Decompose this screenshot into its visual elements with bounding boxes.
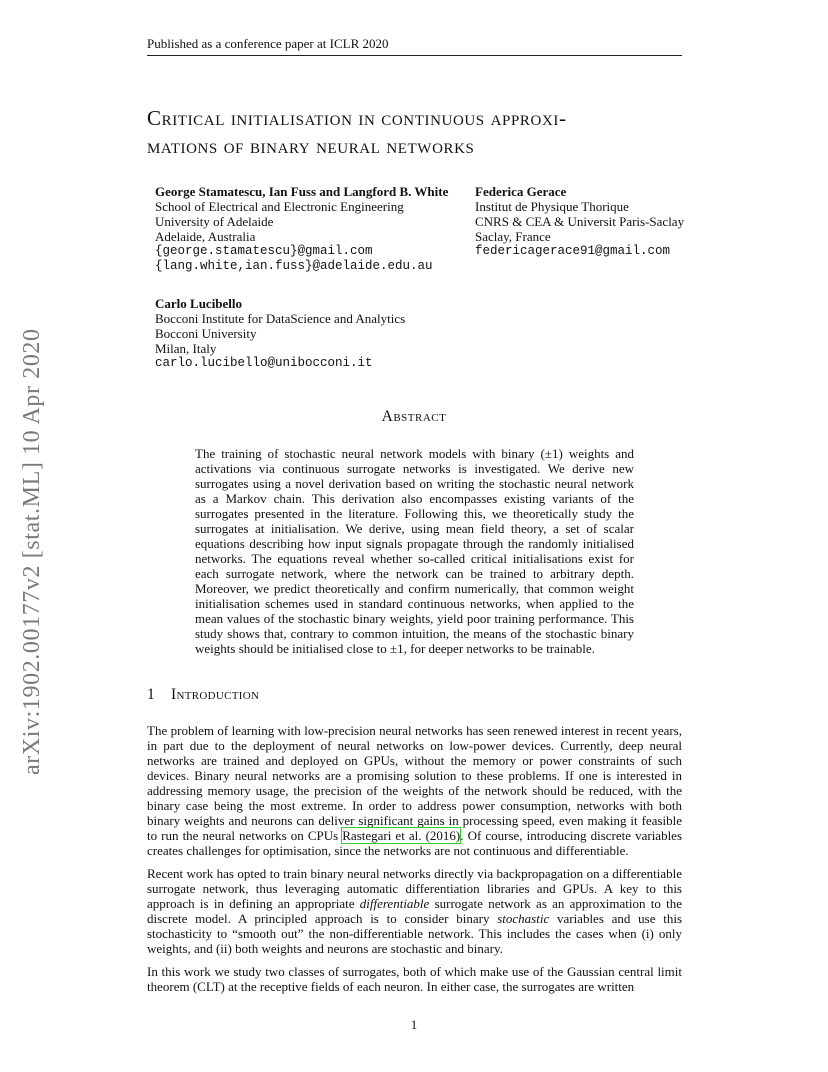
paper-title-line-2: mations of binary neural networks (147, 134, 475, 158)
author-email: carlo.lucibello@unibocconi.it (155, 356, 373, 370)
body-paragraph (147, 723, 682, 858)
affiliation-line: Adelaide, Australia (155, 229, 256, 244)
author-email: {george.stamatescu}@gmail.com (155, 244, 373, 258)
affiliation-line: Milan, Italy (155, 341, 217, 356)
author-email: federicagerace91@gmail.com (475, 244, 671, 258)
paragraph-text: variables and use this stochasticity to “smooth out” the non-differentiable network. This includes the cases when (i) only weights, and (ii) both weights and neurons are stochastic and binary. (147, 911, 683, 956)
affiliation-line: Institut de Physique Thorique (475, 199, 629, 214)
affiliation-line: University of Adelaide (155, 214, 274, 229)
author-block-bocconi (155, 296, 405, 371)
affiliation-line: CNRS & CEA & Universit Paris-Saclay (475, 214, 685, 229)
author-block-adelaide (155, 184, 448, 274)
body-paragraph: In this work we study two classes of surrogates, both of which make use of the Gaussian central limit theorem (CLT) at the receptive fields of each neuron. In either case, the surrogates are written (147, 964, 682, 994)
citation-year: (2016) (425, 828, 461, 843)
citation-authors: Rastegari et al. (342, 828, 422, 843)
author-email: {lang.white,ian.fuss}@adelaide.edu.au (155, 259, 433, 273)
author-names: George Stamatescu, Ian Fuss and Langford B. White (155, 184, 449, 199)
author-block-saclay (475, 184, 684, 259)
paragraph-text: Recent work has opted to train binary neural networks directly via backpropagation on a differentiable surrogate network, thus leveraging automatic differentiation libraries and GPUs. A key to this approach is in defining an appropriate (147, 866, 682, 911)
section-title: Introduction (171, 686, 260, 703)
body-paragraph (147, 866, 682, 956)
page-number: 1 (410, 1017, 418, 1032)
affiliation-line: Bocconi University (155, 326, 257, 341)
paragraph-text: The problem of learning with low-precision neural networks has seen renewed interest in recent years, in part due to the deployment of neural networks on low-power devices. Currently, deep neural networks are trained and deployed on GPUs, without the memory or power constraints of such devices. Binary neural networks are a promising solution to these problems. If one is interested in addressing memory usage, the precision of the weights of the network should be reduced, with the binary case being the most extreme. In order to address power consumption, networks with both binary weights and neurons can deliver significant gains in processing speed, even making it feasible to run the neural networks on CPUs (147, 723, 682, 843)
paper-title-line-1: Critical initialisation in continuous approxi- (147, 106, 567, 130)
affiliation-line: School of Electrical and Electronic Engineering (155, 199, 404, 214)
running-head: Published as a conference paper at ICLR 2020 (147, 36, 682, 56)
citation-link[interactable] (342, 828, 460, 843)
arxiv-identifier-stamp: arXiv:1902.00177v2 [stat.ML] 10 Apr 2020 (19, 328, 45, 775)
section-number: 1 (147, 686, 156, 703)
paragraph-text: surrogate network as an approximation to the discrete model. A principled approach is to consider binary (147, 896, 682, 926)
paper-title (147, 104, 707, 160)
section-heading (147, 686, 259, 704)
author-names: Carlo Lucibello (155, 296, 243, 311)
emphasis-text: stochastic (497, 911, 550, 926)
affiliation-line: Saclay, France (475, 229, 551, 244)
abstract-text: The training of stochastic neural network models with binary (±1) weights and activations via continuous surrogate networks is investigated. We derive new surrogates using a novel derivation based on writing the stochastic neural network as a Markov chain. This derivation also encompasses existing variants of the surrogates presented in the literature. Following this, we theoretically study the surrogates at initialisation. We derive, using mean field theory, a set of scalar equations describing how input signals propagate through the randomly initialised networks. The equations reveal whether so-called critical initialisations exist for each surrogate network, where the network can be trained to arbitrary depth. Moreover, we predict theoretically and confirm numerically, that common weight initialisation schemes used in standard continuous networks, when applied to the mean values of the stochastic binary weights, yield poor training performance. This study shows that, contrary to common intuition, the means of the stochastic binary weights should be initialised close to ±1, for deeper networks to be trainable. (195, 446, 634, 656)
abstract-heading: Abstract (381, 408, 447, 425)
author-names: Federica Gerace (475, 184, 567, 199)
paragraph-text: . Of course, introducing discrete variables creates challenges for optimisation, since the networks are not continuous and differentiable. (147, 828, 683, 858)
affiliation-line: Bocconi Institute for DataScience and Analytics (155, 311, 406, 326)
emphasis-text: differentiable (359, 896, 430, 911)
